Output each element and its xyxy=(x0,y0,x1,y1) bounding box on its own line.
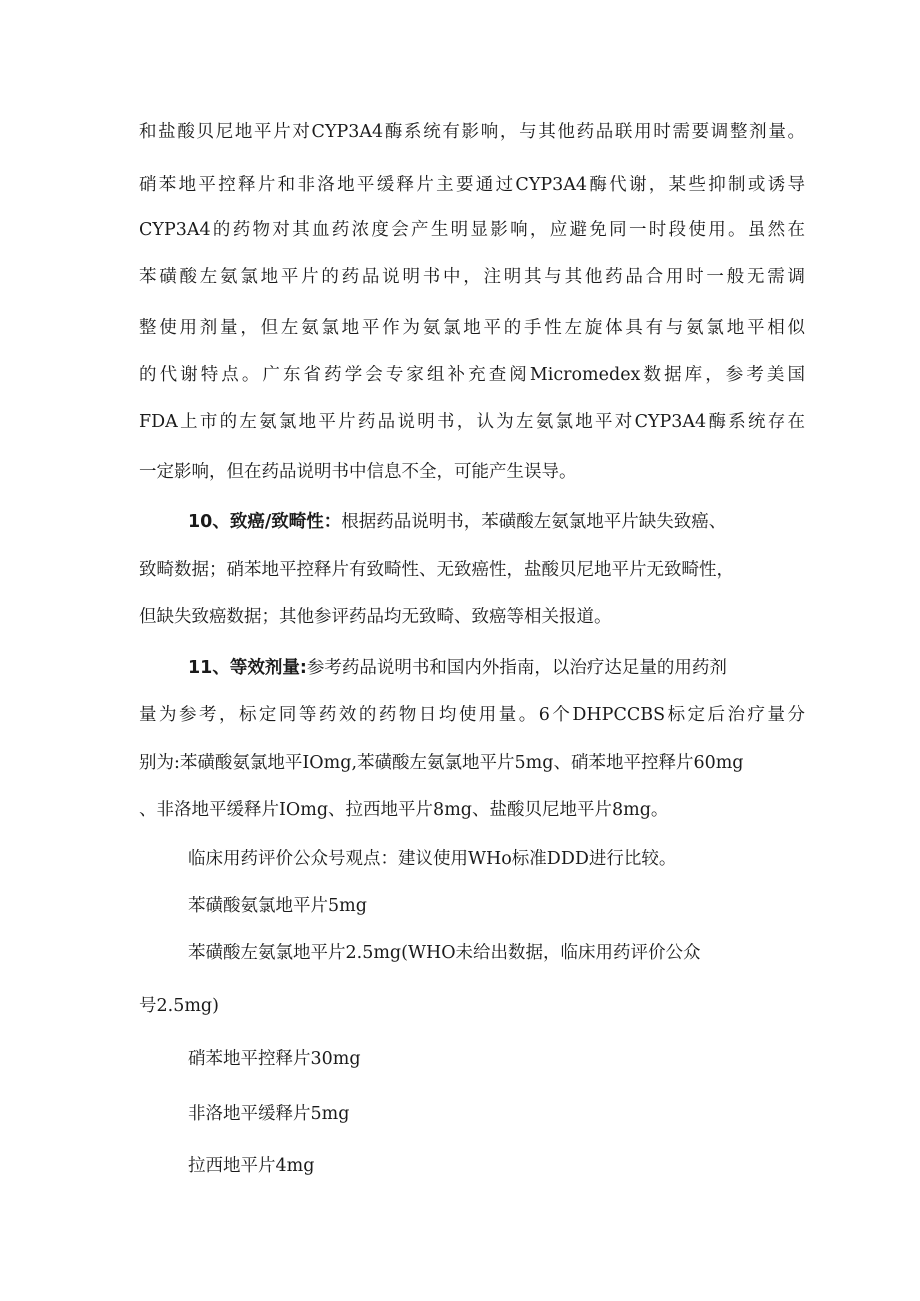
paragraph-line: 但缺失致癌数据；其他参评药品均无致畸、致癌等相关报道。 xyxy=(139,607,612,627)
dose-item-continued: 号2.5mg) xyxy=(139,996,219,1016)
dose-item: 拉西地平片4mg xyxy=(188,1156,315,1176)
paragraph-line: 一定影响，但在药品说明书中信息不全，可能产生误导。 xyxy=(139,462,577,482)
viewpoint-line: 临床用药评价公众号观点：建议使用WHo标准DDD进行比较。 xyxy=(188,849,677,869)
section-11-text: 参考药品说明书和国内外指南，以治疗达足量的用药剂 xyxy=(306,658,727,678)
paragraph-line: 致畸数据；硝苯地平控释片有致畸性、无致癌性，盐酸贝尼地平片无致畸性， xyxy=(139,560,734,580)
section-11-first-line xyxy=(188,654,727,679)
section-10-first-line xyxy=(188,508,726,533)
paragraph-line: 苯磺酸左氨氯地平片的药品说明书中，注明其与其他药品合用时一般无需调 xyxy=(139,267,805,287)
dose-item: 苯磺酸氨氯地平片5mg xyxy=(188,896,367,916)
paragraph-line: FDA上市的左氨氯地平片药品说明书，认为左氨氯地平对CYP3A4酶系统存在 xyxy=(139,412,805,432)
paragraph-line: 的代谢特点。广东省药学会专家组补充查阅Micromedex数据库，参考美国 xyxy=(139,365,805,385)
paragraph-line: 硝苯地平控释片和非洛地平缓释片主要通过CYP3A4酶代谢，某些抑制或诱导 xyxy=(139,175,805,195)
section-11-heading: 11、等效剂量: xyxy=(188,658,307,678)
paragraph-line: CYP3A4的药物对其血药浓度会产生明显影响，应避免同一时段使用。虽然在 xyxy=(139,220,805,240)
paragraph-line: 整使用剂量，但左氨氯地平作为氨氯地平的手性左旋体具有与氨氯地平相似 xyxy=(139,318,805,338)
paragraph-line: 别为:苯磺酸氨氯地平IOmg,苯磺酸左氨氯地平片5mg、硝苯地平控释片60mg xyxy=(139,753,744,773)
dose-item: 非洛地平缓释片5mg xyxy=(188,1104,350,1124)
paragraph-line: 量为参考，标定同等药效的药物日均使用量。6个DHPCCBS标定后治疗量分 xyxy=(139,705,805,725)
paragraph-line: 和盐酸贝尼地平片对CYP3A4酶系统有影响，与其他药品联用时需要调整剂量。 xyxy=(139,122,805,142)
dose-item: 硝苯地平控释片30mg xyxy=(188,1049,361,1069)
section-10-heading: 10、致癌/致畸性： xyxy=(188,512,342,532)
section-10-text: 根据药品说明书，苯磺酸左氨氯地平片缺失致癌、 xyxy=(341,512,727,532)
dose-item: 苯磺酸左氨氯地平片2.5mg(WHO未给出数据，临床用药评价公众 xyxy=(188,943,701,963)
paragraph-line: 、非洛地平缓释片IOmg、拉西地平片8mg、盐酸贝尼地平片8mg。 xyxy=(139,800,669,820)
